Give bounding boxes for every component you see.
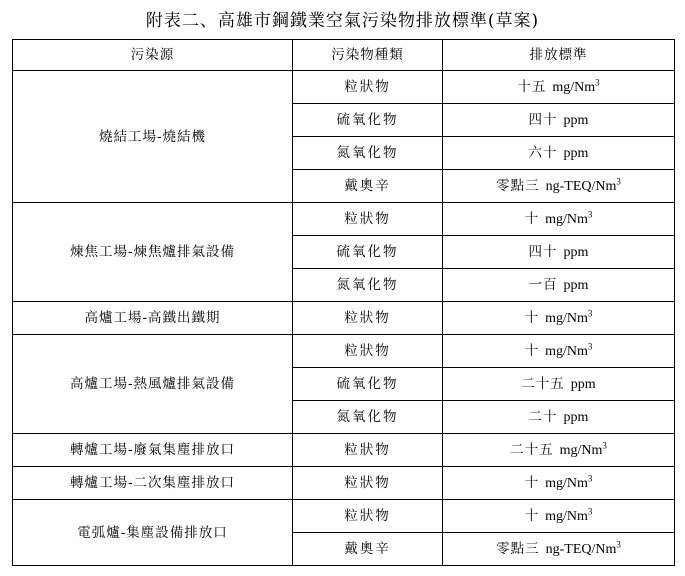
pollution-source-cell: 轉爐工場-二次集塵排放口: [13, 467, 293, 500]
limit-amount: 十: [524, 210, 540, 227]
pollutant-type-cell: 硫氧化物: [293, 368, 443, 401]
emission-limit-cell: [443, 335, 675, 368]
limit-unit: mg/Nm: [545, 211, 588, 227]
pollutant-type-cell: 粒狀物: [293, 467, 443, 500]
limit-unit: mg/Nm: [545, 343, 588, 359]
limit-amount: 一百: [528, 276, 558, 293]
limit-amount: 十五: [517, 78, 547, 95]
limit-unit: ng-TEQ/Nm: [545, 178, 617, 194]
emission-limit-cell: [443, 368, 675, 401]
table-row: [13, 434, 675, 467]
emission-standards-table: [12, 39, 675, 566]
limit-amount: 十: [524, 507, 540, 524]
pollution-source-cell: 電弧爐-集塵設備排放口: [13, 500, 293, 566]
unit-exponent: 3: [616, 539, 621, 549]
limit-unit: ppm: [563, 409, 589, 425]
unit-exponent: 3: [595, 77, 600, 87]
limit-amount: 十: [524, 309, 540, 326]
limit-amount: 十: [524, 342, 540, 359]
limit-amount: 零點三: [496, 177, 540, 194]
emission-limit-cell: [443, 533, 675, 566]
pollutant-type-cell: 粒狀物: [293, 500, 443, 533]
pollutant-type-cell: 氮氧化物: [293, 269, 443, 302]
unit-exponent: 3: [587, 506, 593, 516]
document-title: 附表二、高雄市鋼鐵業空氣污染物排放標準(草案): [145, 11, 540, 31]
pollution-source-cell: 燒結工場-燒結機: [13, 71, 293, 203]
pollution-source-cell: 高爐工場-熱風爐排氣設備: [13, 335, 293, 434]
limit-unit: ng-TEQ/Nm: [545, 541, 617, 557]
header-source: 污染源: [13, 40, 293, 71]
pollutant-type-cell: 氮氧化物: [293, 401, 443, 434]
limit-amount: 二十: [528, 408, 558, 425]
table-header: [13, 40, 675, 71]
pollutant-type-cell: 粒狀物: [293, 335, 443, 368]
emission-limit-cell: [443, 302, 675, 335]
limit-unit: ppm: [563, 145, 589, 161]
limit-amount: 六十: [528, 144, 558, 161]
limit-amount: 十: [524, 474, 540, 491]
pollutant-type-cell: 粒狀物: [293, 434, 443, 467]
table-row: [13, 203, 675, 236]
header-row: [13, 40, 675, 71]
pollution-source-cell: 轉爐工場-廢氣集塵排放口: [13, 434, 293, 467]
unit-exponent: 3: [587, 473, 593, 483]
pollution-source-cell: 高爐工場-高鐵出鐵期: [13, 302, 293, 335]
pollutant-type-cell: 粒狀物: [293, 302, 443, 335]
limit-unit: ppm: [563, 277, 589, 293]
limit-amount: 二十五: [510, 441, 554, 458]
emission-limit-cell: [443, 500, 675, 533]
emission-limit-cell: [443, 71, 675, 104]
unit-exponent: 3: [616, 176, 621, 186]
pollutant-type-cell: 戴奧辛: [293, 170, 443, 203]
emission-limit-cell: [443, 467, 675, 500]
emission-limit-cell: [443, 434, 675, 467]
unit-exponent: 3: [602, 440, 607, 450]
emission-limit-cell: [443, 203, 675, 236]
emission-limit-cell: [443, 236, 675, 269]
pollution-source-cell: 煉焦工場-煉焦爐排氣設備: [13, 203, 293, 302]
limit-unit: mg/Nm: [545, 475, 588, 491]
limit-amount: 四十: [528, 111, 558, 128]
limit-unit: mg/Nm: [552, 79, 596, 95]
emission-limit-cell: [443, 137, 675, 170]
limit-amount: 零點三: [496, 540, 540, 557]
unit-exponent: 3: [587, 308, 593, 318]
pollutant-type-cell: 硫氧化物: [293, 104, 443, 137]
limit-unit: ppm: [570, 376, 596, 392]
emission-limit-cell: [443, 170, 675, 203]
pollutant-type-cell: 硫氧化物: [293, 236, 443, 269]
unit-exponent: 3: [587, 341, 593, 351]
pollutant-type-cell: 戴奧辛: [293, 533, 443, 566]
pollutant-type-cell: 氮氧化物: [293, 137, 443, 170]
pollutant-type-cell: 粒狀物: [293, 71, 443, 104]
table-body: [13, 71, 675, 566]
table-row: [13, 335, 675, 368]
emission-limit-cell: [443, 401, 675, 434]
limit-amount: 四十: [528, 243, 558, 260]
table-row: [13, 71, 675, 104]
table-row: [13, 467, 675, 500]
header-limit: 排放標準: [443, 40, 675, 71]
unit-exponent: 3: [587, 209, 593, 219]
table-row: [13, 500, 675, 533]
limit-unit: ppm: [563, 112, 589, 128]
limit-amount: 二十五: [521, 375, 565, 392]
table-row: [13, 302, 675, 335]
header-pollutant: 污染物種類: [293, 40, 443, 71]
limit-unit: mg/Nm: [545, 508, 588, 524]
emission-limit-cell: [443, 269, 675, 302]
limit-unit: ppm: [563, 244, 589, 260]
limit-unit: mg/Nm: [545, 310, 588, 326]
limit-unit: mg/Nm: [559, 442, 603, 458]
pollutant-type-cell: 粒狀物: [293, 203, 443, 236]
emission-limit-cell: [443, 104, 675, 137]
